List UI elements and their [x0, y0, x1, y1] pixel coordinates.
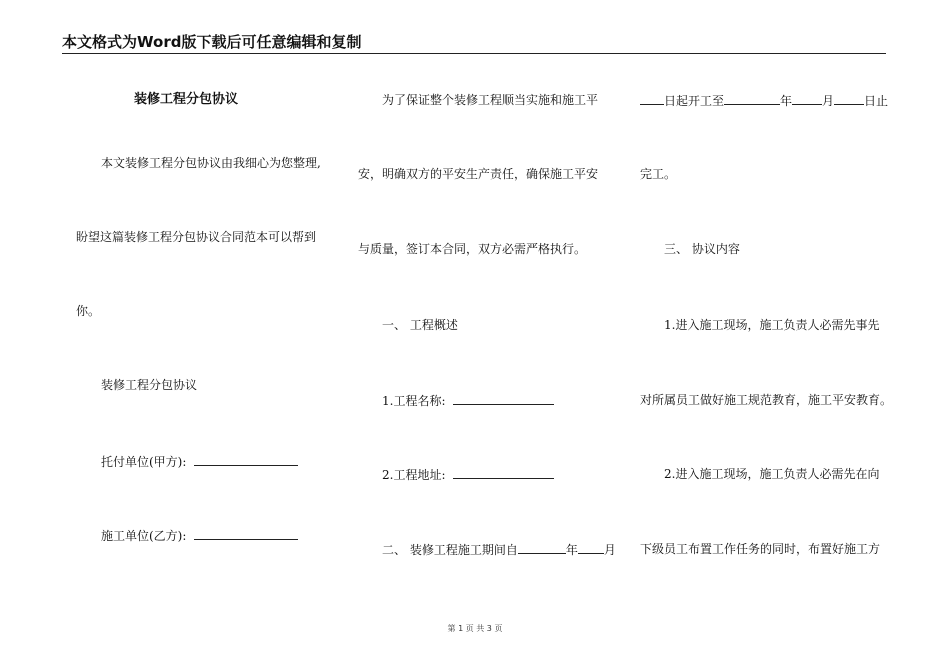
column-middle — [340, 0, 620, 672]
construction-period-row — [382, 542, 616, 557]
period-start-day-text: 日起开工至 — [664, 94, 725, 108]
document-title: 装修工程分包协议 — [134, 92, 239, 107]
period-year-label: 年 — [565, 543, 578, 557]
period-end-year-label: 年 — [780, 94, 793, 108]
party-b-blank — [194, 528, 298, 540]
purpose-line-3: 与质量，签订本合同，双方必需严格执行。 — [358, 242, 587, 256]
item-2-line-2: 下级员工布置工作任务的同时，布置好施工方 — [640, 542, 881, 556]
completion-text: 完工。 — [640, 167, 677, 181]
section-content-heading: 三、 协议内容 — [664, 242, 740, 256]
period-start-year-blank — [518, 542, 566, 554]
period-start-month-blank — [578, 542, 604, 554]
period-end-year-blank — [724, 93, 780, 105]
item-1-line-2: 对所属员工做好施工规范教育，施工平安教育。 — [640, 393, 893, 407]
party-b-row — [101, 528, 298, 543]
period-end-month-blank — [792, 93, 822, 105]
period-start-day-blank — [640, 93, 664, 105]
purpose-line-1: 为了保证整个装修工程顺当实施和施工平 — [382, 93, 599, 107]
period-end-row — [640, 93, 888, 108]
period-end-day-label: 日止 — [864, 94, 889, 108]
page-footer: 第 1 页 共 3 页 — [447, 624, 503, 633]
project-name-blank — [453, 393, 554, 405]
period-month-label: 月 — [603, 543, 616, 557]
period-end-day-blank — [834, 93, 864, 105]
party-a-row — [101, 454, 298, 469]
column-left — [0, 0, 330, 672]
project-address-blank — [453, 467, 554, 479]
period-prefix: 二、 装修工程施工期间自 — [382, 543, 518, 557]
intro-line-2: 盼望这篇装修工程分包协议合同范本可以帮到 — [76, 230, 317, 244]
party-a-blank — [194, 454, 298, 466]
page-header: 本文格式为Word版下载后可任意编辑和复制 — [62, 33, 362, 51]
column-right — [630, 0, 900, 672]
intro-line-1: 本文装修工程分包协议由我细心为您整理, — [101, 156, 321, 170]
project-name-row — [382, 393, 554, 408]
item-1-line-1: 1.进入施工现场，施工负责人必需先事先 — [664, 318, 880, 332]
purpose-line-2: 安，明确双方的平安生产责任，确保施工平安 — [358, 167, 599, 181]
project-address-row — [382, 467, 554, 482]
party-b-label: 施工单位(乙方): — [101, 529, 187, 543]
agreement-subtitle: 装修工程分包协议 — [101, 378, 198, 392]
project-name-label: 1.工程名称: — [382, 394, 446, 408]
project-address-label: 2.工程地址: — [382, 468, 446, 482]
party-a-label: 托付单位(甲方): — [101, 455, 187, 469]
section-overview-heading: 一、 工程概述 — [382, 318, 458, 332]
intro-line-3: 你。 — [76, 304, 101, 318]
item-2-line-1: 2.进入施工现场，施工负责人必需先在向 — [664, 467, 880, 481]
period-end-month-label: 月 — [822, 94, 835, 108]
